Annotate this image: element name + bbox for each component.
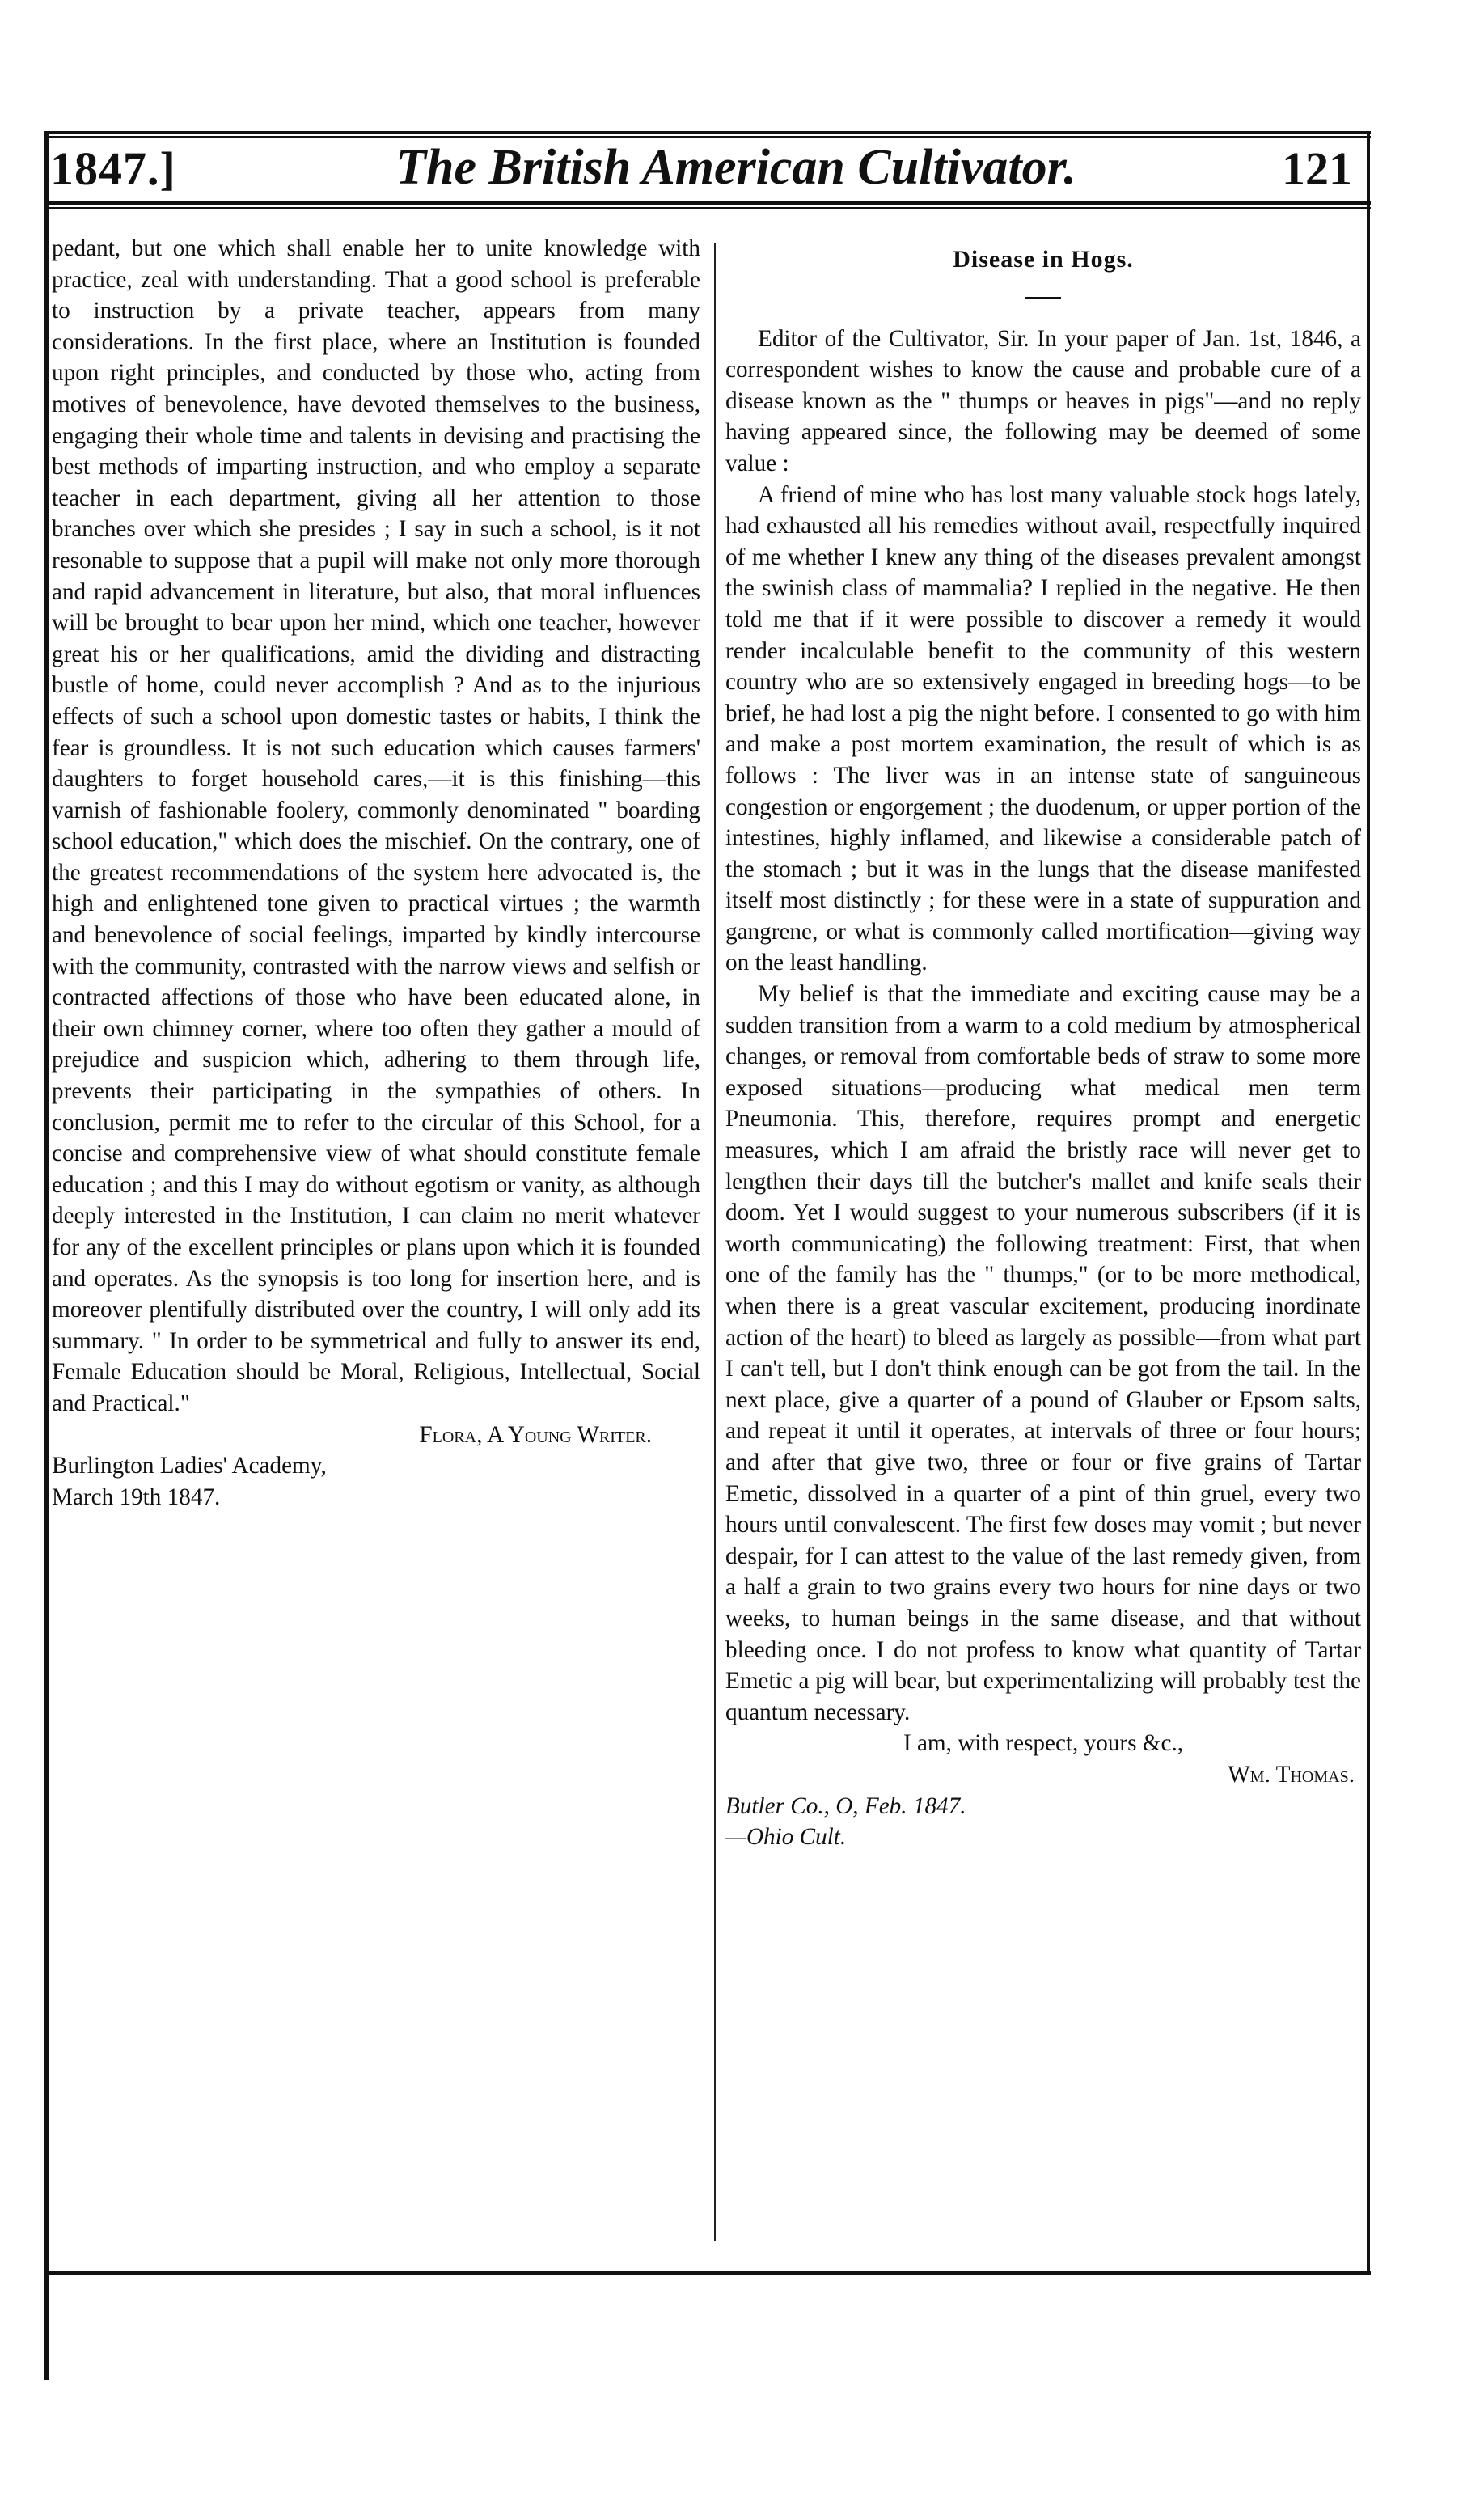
right-place-date: Butler Co., O, Feb. 1847. bbox=[725, 1792, 966, 1819]
left-place: Burlington Ladies' Academy, bbox=[52, 1453, 327, 1479]
bottom-border-rule bbox=[44, 2271, 1371, 2275]
left-date: March 19th 1847. bbox=[52, 1483, 221, 1510]
page-number: 121 bbox=[1282, 142, 1352, 195]
right-signature: Wm. Thomas. bbox=[1228, 1761, 1355, 1788]
top-border-rule-thin bbox=[44, 136, 1371, 138]
article-title: Disease in Hogs. bbox=[953, 246, 1134, 273]
right-paragraph-2: A friend of mine who has lost many valuable stock hogs lately, had exhausted all his remedies without avail, respectfully inquired of me whether I knew any thing of the diseases prevalent amongst the swinish class of mammalia? I replied in the negative. He then told me that if it were possible to discover a remedy it would render incalculable benefit to the community of this western country who are so extensively engaged in breeding hogs—to be brief, he had lost a pig the night before. I consented to go with him and make a post mortem examination, the result of which is as follows : The liver was in an intense state of sanguineous congestion or engorgement ; the duodenum, or upper portion of the intestines, highly inflamed, and likewise a considerable patch of the stomach ; but it was in the lungs that the disease manifested itself most distinctly ; for these were in a state of suppuration and gangrene, or what is commonly called mortification—giving way on the least handling. bbox=[725, 481, 1361, 976]
right-paragraph-1: Editor of the Cultivator, Sir. In your paper of Jan. 1st, 1846, a correspondent wishes to know the cause and probable cure of a disease known as the " thumps or heaves in pigs"—and no reply having appeared since, the following may be deemed of some value : bbox=[725, 325, 1361, 476]
right-column bbox=[725, 233, 1361, 1853]
left-signature bbox=[52, 1420, 700, 1451]
left-paragraph-1: pedant, but one which shall enable her to unite knowledge with practice, zeal with understanding. That a good school is preferable to instruction by a private teacher, appears from many considerations. In the first place, where an Institution is founded upon right principles, and conducted by those who, acting from motives of benevolence, have devoted themselves to the business, engaging their whole time and talents in devising and practising the best methods of imparting instruction, and who employ a separate teacher in each department, giving all her attention to those branches over which she presides ; I say in such a school, is it not resonable to suppose that a pupil will make not only more thorough and rapid advancement in literature, but also, that moral influences will be brought to bear upon her mind, which one teacher, however great his or her qualifications, amid the dividing and distracting bustle of home, could never accomplish ? And as to the injurious effects of such a school upon domestic tastes or habits, I think the fear is groundless. It is not such education which causes farmers' daughters to forget household cares,—it is this finishing—this varnish of fashionable foolery, commonly denominated " boarding school education," which does the mischief. On the contrary, one of the greatest recommendations of the system here advocated is, the high and enlightened tone given to practical virtues ; the warmth and benevolence of social feelings, imparted by kindly intercourse with the community, contrasted with the narrow views and selfish or contracted affections of those who have been educated alone, in their own chimney corner, where too often they gather a mould of prejudice and suspicion which, adhering to them through life, prevents their participating in the sympathies of others. In conclusion, permit me to refer to the circular of this School, for a concise and comprehensive view of what should constitute female education ; and this I may do without egotism or vanity, as although deeply interested in the Institution, I can claim no merit whatever for any of the excellent principles or plans upon which it is founded and operates. As the synopsis is too long for insertion here, and is moreover plentifully distributed over the country, I will only add its summary. " In order to be symmetrical and fully to answer its end, Female Education should be Moral, Religious, Intellectual, Social and Practical." bbox=[52, 235, 700, 1416]
top-border-rule bbox=[44, 131, 1371, 134]
left-signature-text: Flora, A Young Writer. bbox=[419, 1421, 652, 1448]
right-source: —Ohio Cult. bbox=[725, 1824, 847, 1851]
left-column bbox=[52, 233, 700, 1513]
right-paragraph-3: My belief is that the immediate and exciting cause may be a sudden transition from a warm to a cold medium by atmospherical changes, or removal from comfortable beds of straw to some more exposed situations—producing what medical men term Pneumonia. This, therefore, requires prompt and energetic measures, which I am afraid the bristly race will never get to lengthen their days till the butcher's mallet and knife seals their doom. Yet I would suggest to your numerous subscribers (if it is worth communicating) the following treatment: First, that when one of the family has the " thumps," (or to be more methodical, when there is a great vascular excitement, producing inordinate action of the heart) to bleed as largely as possible—from what part I can't tell, but I don't think enough can be got from the tail. In the next place, give a quarter of a pound of Glauber or Epsom salts, and repeat it until it operates, at intervals of three or four hours; and after that give two, three or four or five grains of Tartar Emetic, dissolved in a quarter of a pint of thin gruel, every two hours until convalescent. The first few doses may vomit ; but never despair, for I can attest to the value of the last remedy given, from a half a grain to two grains every two hours for nine days or two weeks, to human beings in the same disease, and that without bleeding once. I do not profess to know what quantity of Tartar Emetic a pig will bear, but experimentalizing will probably test the quantum necessary. bbox=[725, 981, 1361, 1725]
header-rule-thin bbox=[44, 207, 1371, 209]
right-closing: I am, with respect, yours &c., bbox=[903, 1730, 1184, 1757]
header-rule bbox=[44, 201, 1371, 205]
header-year: 1847.] bbox=[50, 142, 176, 195]
right-border-rule bbox=[1367, 131, 1370, 2275]
title-dash bbox=[1025, 297, 1061, 299]
left-border-rule bbox=[44, 131, 49, 2380]
column-divider bbox=[714, 243, 716, 2241]
journal-title: The British American Cultivator. bbox=[395, 140, 1076, 195]
